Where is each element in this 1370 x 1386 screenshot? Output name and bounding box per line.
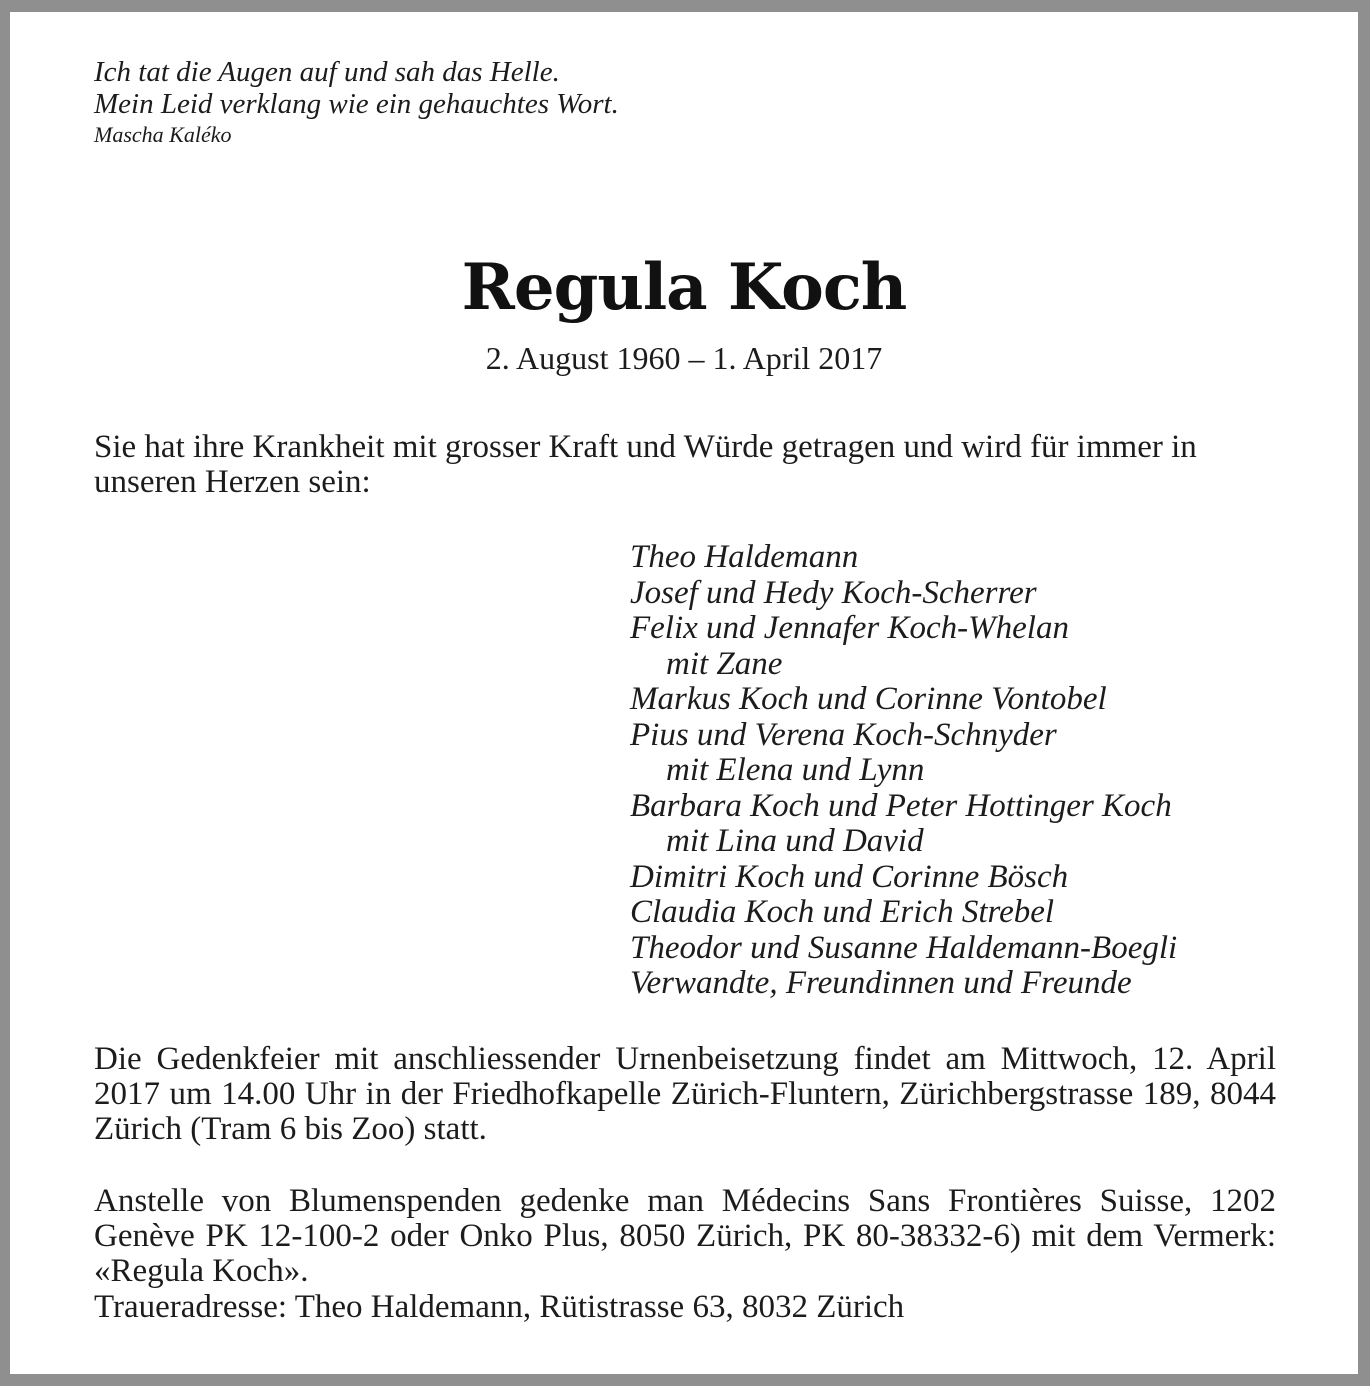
intro-text: Sie hat ihre Krankheit mit grosser Kraft und Würde getragen und wird für immer in unseren Herzen sein: [94, 429, 1197, 500]
quote-line-2: Mein Leid verklang wie ein gehauchtes Wort. [94, 88, 619, 120]
mourner-entry: Dimitri Koch und Corinne Bösch [630, 858, 1069, 895]
mourner-entry: Pius und Verena Koch-Schnyder [630, 716, 1057, 753]
motto-quote [94, 56, 619, 150]
quote-author: Mascha Kaléko [94, 122, 232, 147]
quote-line-1: Ich tat die Augen auf und sah das Helle. [94, 56, 560, 88]
mourner-entry: Barbara Koch und Peter Hottinger Koch [630, 787, 1172, 824]
mourner-entry: Theodor und Susanne Haldemann-Boegli [630, 929, 1178, 966]
mourners-list [630, 540, 1330, 1002]
life-dates: 2. August 1960 – 1. April 2017 [485, 340, 883, 376]
mourner-children: mit Lina und David [666, 823, 924, 859]
mourner-entry: Verwandte, Freundinnen und Freunde [630, 965, 1132, 1001]
mourner-entry: Markus Koch und Corinne Vontobel [630, 681, 1107, 717]
mourner-entry: Claudia Koch und Erich Strebel [630, 894, 1055, 930]
deceased-name: Regula Koch [461, 250, 907, 325]
mourner-entry: Josef und Hedy Koch-Scherrer [630, 574, 1037, 611]
mourner-entry: Theo Haldemann [630, 539, 859, 575]
donation-info: Anstelle von Blumenspenden gedenke man Médecins Sans Frontières Suisse, 1202 Genève PK 12-100-2 oder Onko Plus, 8050 Zürich, PK 80-38332-6) mit dem Vermerk: «Regula Koch». [94, 1183, 1276, 1289]
ceremony-info: Die Gedenkfeier mit anschliessender Urnenbeisetzung findet am Mittwoch, 12. April 2017 um 14.00 Uhr in der Friedhofkapelle Zürich-Fluntern, Zürichbergstrasse 189, 8044 Zürich (Tram 6 bis Zoo) statt. [94, 1041, 1276, 1147]
mourner-entry: Felix und Jennafer Koch-Whelan [630, 610, 1069, 646]
obituary-notice [10, 12, 1358, 1374]
mourner-children: mit Zane [666, 645, 783, 682]
mourner-children: mit Elena und Lynn [666, 752, 925, 788]
mourning-address: Traueradresse: Theo Haldemann, Rütistrasse 63, 8032 Zürich [94, 1289, 905, 1325]
